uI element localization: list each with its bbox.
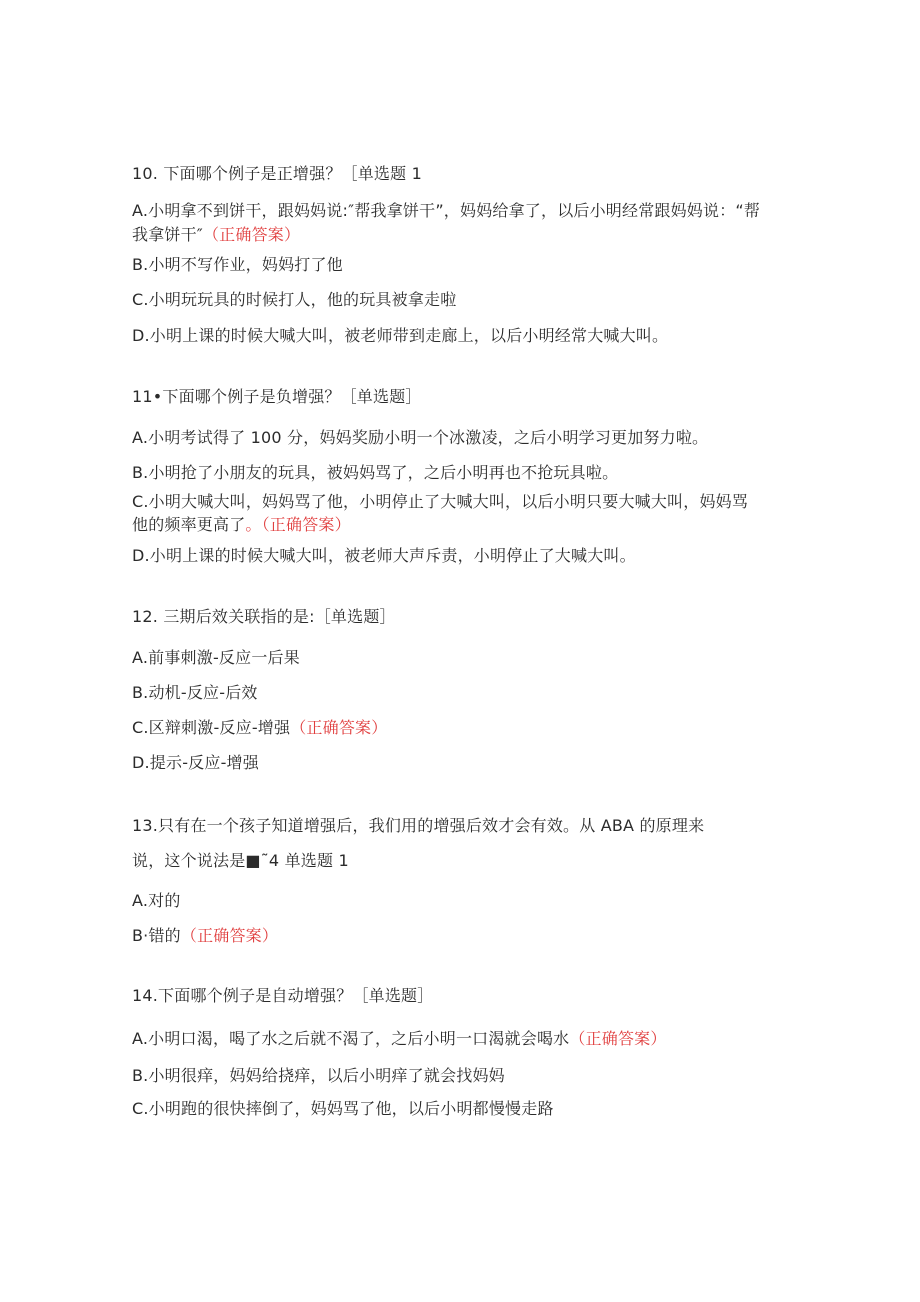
question-13-option-b — [132, 925, 278, 947]
option-text: 我拿饼干″ — [132, 225, 203, 244]
question-10-option-a-cont — [132, 224, 300, 246]
question-11-option-a: A.小明考试得了 100 分，妈妈奖励小明一个冰激凌，之后小明学习更加努力啦。 — [132, 428, 709, 447]
option-text: C.区辩刺激-反应-增强 — [132, 718, 291, 737]
correct-answer-mark: （正确答案） — [180, 926, 279, 945]
question-10-title: 10. 下面哪个例子是正增强？［单选题 1 — [132, 164, 422, 183]
question-14-title: 14.下面哪个例子是自动增强？［单选题］ — [132, 986, 434, 1005]
question-10-option-c: C.小明玩玩具的时候打人，他的玩具被拿走啦 — [132, 290, 457, 309]
question-12-option-b: B.动机-反应-后效 — [132, 683, 258, 702]
question-11-title: 11•下面哪个例子是负增强？［单选题］ — [132, 387, 422, 406]
question-10-option-a: A.小明拿不到饼干，跟妈妈说:″帮我拿饼干”，妈妈给拿了，以后小明经常跟妈妈说：“帮 — [132, 201, 761, 220]
question-14-option-c: C.小明跑的很快摔倒了，妈妈骂了他，以后小明都慢慢走路 — [132, 1099, 554, 1118]
question-14-option-b: B.小明很痒，妈妈给挠痒，以后小明痒了就会找妈妈 — [132, 1066, 505, 1085]
question-11-option-b: B.小明抢了小朋友的玩具，被妈妈骂了，之后小明再也不抢玩具啦。 — [132, 463, 619, 482]
question-12-title: 12. 三期后效关联指的是:［单选题］ — [132, 607, 396, 626]
option-text: A.小明口渴，喝了水之后就不渴了，之后小明一口渴就会喝水 — [132, 1029, 570, 1048]
question-11-option-d: D.小明上课的时候大喊大叫，被老师大声斥责，小明停止了大喊大叫。 — [132, 546, 636, 565]
correct-answer-mark: （正确答案） — [290, 718, 388, 737]
correct-answer-mark: 。（正确答案） — [245, 515, 351, 534]
question-13-option-a: A.对的 — [132, 891, 181, 910]
option-text: B·错的 — [132, 926, 181, 945]
question-14-option-a — [132, 1028, 667, 1050]
question-12-option-c — [132, 717, 387, 739]
correct-answer-mark: （正确答案） — [569, 1029, 667, 1048]
question-11-option-c: C.小明大喊大叫，妈妈骂了他，小明停止了大喊大叫，以后小明只要大喊大叫，妈妈骂 — [132, 492, 749, 511]
question-11-option-c-cont — [132, 514, 351, 536]
question-12-option-a: A.前事刺激-反应一后果 — [132, 648, 300, 667]
question-10-option-d: D.小明上课的时候大喊大叫，被老师带到走廊上，以后小明经常大喊大叫。 — [132, 326, 669, 345]
question-10-option-b: B.小明不写作业，妈妈打了他 — [132, 255, 343, 274]
question-12-option-d: D.提示-反应-增强 — [132, 753, 259, 772]
question-13-title: 13.只有在一个孩子知道增强后，我们用的增强后效才会有效。从 ABA 的原理来 — [132, 816, 705, 835]
correct-answer-mark: （正确答案） — [202, 225, 301, 244]
question-13-title-cont: 说，这个说法是■˜4 单选题 1 — [132, 851, 349, 870]
option-text: 他的频率更高了 — [132, 515, 246, 534]
